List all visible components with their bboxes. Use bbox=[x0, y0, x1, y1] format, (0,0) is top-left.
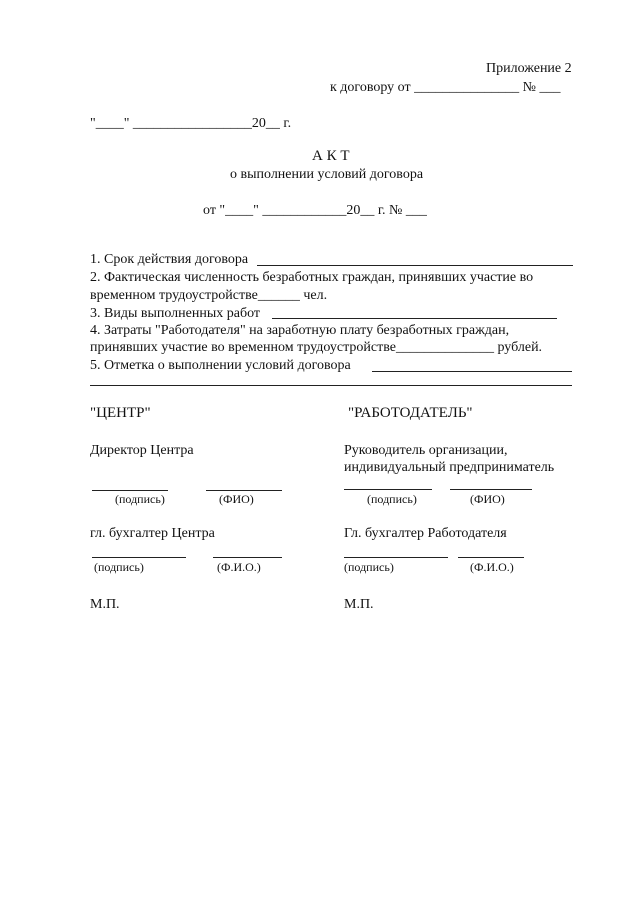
left-party-name: "ЦЕНТР" bbox=[90, 405, 151, 421]
item-actual-count: 2. Фактическая численность безработных граждан, принявших участие во bbox=[90, 270, 534, 285]
left-stamp-label: М.П. bbox=[90, 597, 120, 612]
right-head-label: Руководитель организации, bbox=[344, 443, 508, 458]
item-costs: 4. Затраты "Работодателя" на заработную плату безработных граждан, bbox=[90, 323, 510, 338]
right-stamp-label: М.П. bbox=[344, 597, 374, 612]
left-accountant-sign-line bbox=[92, 557, 186, 558]
right-head-fio-caption: (ФИО) bbox=[470, 492, 505, 506]
act-subtitle: о выполнении условий договора bbox=[230, 167, 424, 182]
left-accountant-fio-caption: (Ф.И.О.) bbox=[217, 560, 261, 574]
right-accountant-sign-line bbox=[344, 557, 448, 558]
left-director-sign-line bbox=[92, 490, 168, 491]
left-director-fio-caption: (ФИО) bbox=[219, 492, 254, 506]
right-head-sign-line bbox=[344, 489, 432, 490]
right-accountant-fio-caption: (Ф.И.О.) bbox=[470, 560, 514, 574]
item-work-types-line bbox=[272, 318, 557, 319]
document-date-line: "____" _________________20__ г. bbox=[90, 116, 292, 131]
item-costs-cont: принявших участие во временном трудоустройстве______________ рублей. bbox=[90, 340, 543, 355]
item-contract-term: 1. Срок действия договора bbox=[90, 252, 249, 267]
right-head-sign-caption: (подпись) bbox=[367, 492, 417, 506]
left-director-fio-line bbox=[206, 490, 282, 491]
right-accountant-fio-line bbox=[458, 557, 524, 558]
right-accountant-sign-caption: (подпись) bbox=[344, 560, 394, 574]
item-contract-term-line bbox=[257, 265, 573, 266]
left-accountant-label: гл. бухгалтер Центра bbox=[90, 526, 215, 541]
left-director-label: Директор Центра bbox=[90, 443, 194, 458]
item-fulfillment-mark: 5. Отметка о выполнении условий договора bbox=[90, 358, 351, 373]
left-director-sign-caption: (подпись) bbox=[115, 492, 165, 506]
left-accountant-fio-line bbox=[213, 557, 282, 558]
right-head-label-cont: индивидуальный предприниматель bbox=[344, 460, 555, 475]
appendix-label: Приложение 2 bbox=[486, 61, 572, 76]
item-fulfillment-line bbox=[372, 371, 572, 372]
item-actual-count-cont: временном трудоустройстве______ чел. bbox=[90, 288, 328, 303]
right-accountant-label: Гл. бухгалтер Работодателя bbox=[344, 526, 507, 541]
act-from-line: от "____" ____________20__ г. № ___ bbox=[203, 203, 427, 218]
right-party-name: "РАБОТОДАТЕЛЬ" bbox=[348, 405, 473, 421]
right-head-fio-line bbox=[450, 489, 532, 490]
left-accountant-sign-caption: (подпись) bbox=[94, 560, 144, 574]
item-work-types: 3. Виды выполненных работ bbox=[90, 306, 261, 321]
contract-reference: к договору от _______________ № ___ bbox=[330, 80, 561, 95]
item-extra-line bbox=[90, 385, 572, 386]
act-heading: А К Т bbox=[312, 148, 350, 164]
